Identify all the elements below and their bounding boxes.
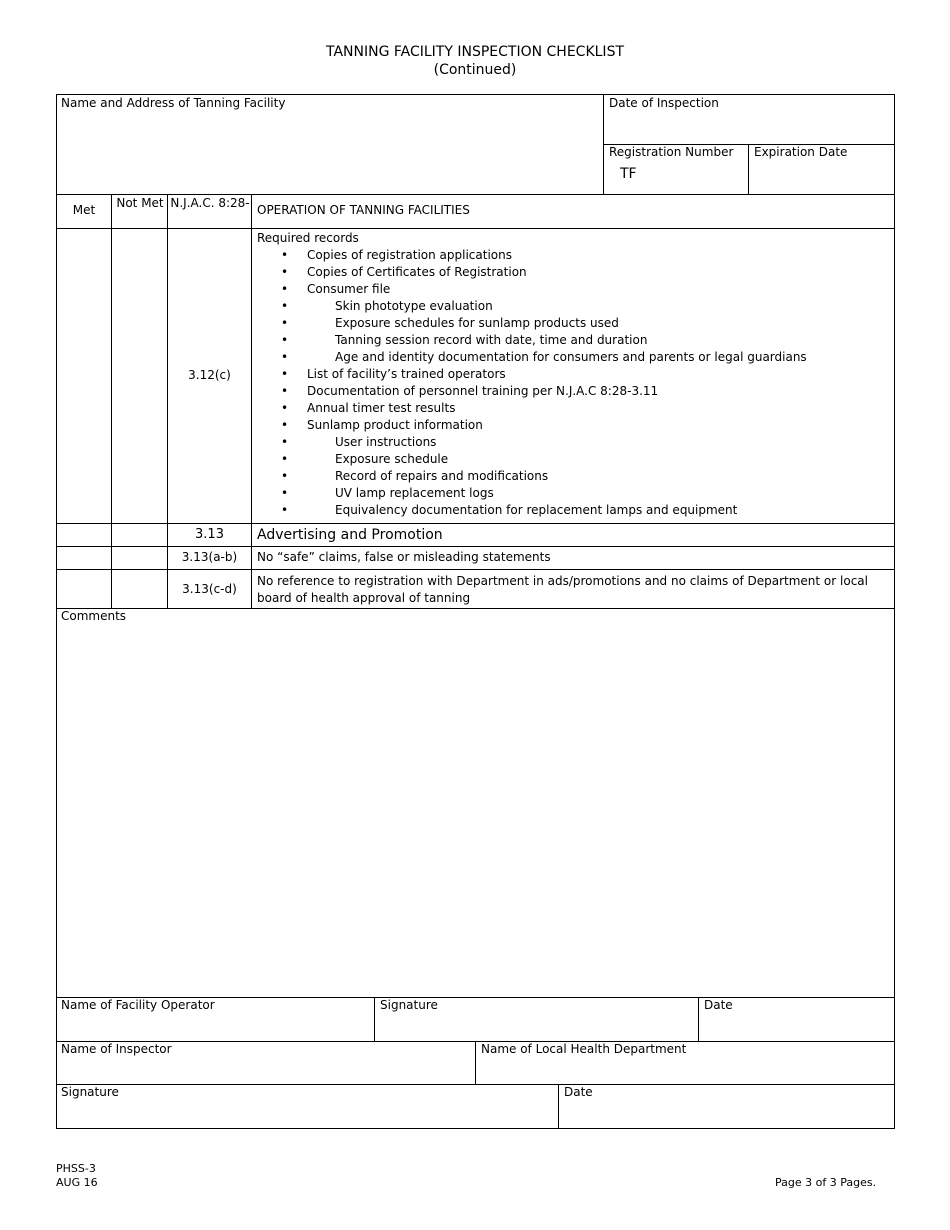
list-item-text: Record of repairs and modifications xyxy=(335,469,549,483)
list-item-text: Copies of Certificates of Registration xyxy=(307,265,527,279)
code-advertising-c-d: 3.13(c-d) xyxy=(182,582,237,596)
list-item-text: Equivalency documentation for replacement lamps and equipment xyxy=(335,503,738,517)
registration-number-label: Registration Number xyxy=(609,145,734,159)
bullet-icon: • xyxy=(281,299,289,313)
list-item xyxy=(257,400,893,417)
list-item-text: Annual timer test results xyxy=(307,401,456,415)
divider xyxy=(374,997,375,1041)
list-item xyxy=(257,264,893,281)
column-header-met: Met xyxy=(72,203,96,217)
list-item-text: Copies of registration applications xyxy=(307,248,512,262)
advertising-item-text: No “safe” claims, false or misleading statements xyxy=(257,550,551,564)
frame-top xyxy=(56,94,895,95)
inspector-date-field[interactable] xyxy=(564,1085,893,1127)
bullet-icon: • xyxy=(281,316,289,330)
inspector-name-label: Name of Inspector xyxy=(61,1042,172,1056)
divider xyxy=(698,997,699,1041)
form-id: PHSS-3 xyxy=(56,1162,96,1175)
divider xyxy=(56,569,895,570)
facility-name-field[interactable] xyxy=(61,96,285,110)
bullet-icon: • xyxy=(281,418,289,432)
divider xyxy=(56,228,895,229)
divider xyxy=(558,1084,559,1129)
list-item xyxy=(257,315,893,332)
expiration-date-field[interactable] xyxy=(754,145,893,193)
frame-left xyxy=(56,94,57,1129)
facility-operator-label: Name of Facility Operator xyxy=(61,998,215,1012)
inspector-signature-field[interactable] xyxy=(61,1085,557,1127)
list-item-text: Tanning session record with date, time and duration xyxy=(335,333,648,347)
list-item-text: Sunlamp product information xyxy=(307,418,483,432)
expiration-date-label: Expiration Date xyxy=(754,145,848,159)
list-item xyxy=(257,383,893,400)
advertising-item-text: No reference to registration with Department in ads/promotions and no claims of Department or local board of health approval of tanning xyxy=(257,574,868,605)
bullet-icon: • xyxy=(281,435,289,449)
divider xyxy=(56,546,895,547)
form-subtitle: (Continued) xyxy=(433,62,517,78)
operator-date-label: Date xyxy=(704,998,733,1012)
divider xyxy=(748,144,749,194)
bullet-icon: • xyxy=(281,248,289,262)
inspection-date-field[interactable] xyxy=(609,96,893,142)
list-item xyxy=(257,247,893,264)
list-item xyxy=(257,298,893,315)
section-heading: OPERATION OF TANNING FACILITIES xyxy=(257,203,470,217)
inspection-date-label: Date of Inspection xyxy=(609,96,719,110)
list-item xyxy=(257,417,893,434)
comments-field[interactable] xyxy=(61,609,893,997)
list-item xyxy=(257,485,893,502)
form-date: AUG 16 xyxy=(56,1176,98,1189)
list-item xyxy=(257,434,893,451)
list-item-text: Documentation of personnel training per N.J.A.C 8:28-3.11 xyxy=(307,384,659,398)
code-advertising: 3.13 xyxy=(195,527,224,542)
list-item-text: Exposure schedule xyxy=(335,452,449,466)
code-advertising-a-b: 3.13(a-b) xyxy=(181,550,238,564)
list-item xyxy=(257,281,893,298)
frame-right xyxy=(894,94,895,1129)
bullet-icon: • xyxy=(281,401,289,415)
bullet-icon: • xyxy=(281,469,289,483)
form-title: TANNING FACILITY INSPECTION CHECKLIST xyxy=(325,44,625,60)
health-department-field[interactable] xyxy=(481,1042,893,1084)
list-item xyxy=(257,349,893,366)
inspector-date-label: Date xyxy=(564,1085,593,1099)
list-item-text: Age and identity documentation for consumers and parents or legal guardians xyxy=(335,350,807,364)
bullet-icon: • xyxy=(281,282,289,296)
column-header-not-met: Not Met xyxy=(116,196,164,210)
list-item xyxy=(257,502,893,519)
bullet-icon: • xyxy=(281,350,289,364)
operator-signature-field[interactable] xyxy=(380,998,697,1040)
registration-number-value: TF xyxy=(620,166,637,182)
facility-operator-name-field[interactable] xyxy=(61,998,373,1040)
bullet-icon: • xyxy=(281,486,289,500)
page-number: Page 3 of 3 Pages. xyxy=(775,1176,877,1189)
list-item-text: Skin phototype evaluation xyxy=(335,299,493,313)
bullet-icon: • xyxy=(281,452,289,466)
facility-name-label: Name and Address of Tanning Facility xyxy=(61,96,286,110)
column-header-njac: N.J.A.C. 8:28- xyxy=(170,196,250,210)
bullet-icon: • xyxy=(281,265,289,279)
code-required-records: 3.12(c) xyxy=(188,368,231,382)
list-item xyxy=(257,332,893,349)
required-records-heading: Required records xyxy=(257,231,359,245)
inspector-name-field[interactable] xyxy=(61,1042,474,1084)
list-item-text: UV lamp replacement logs xyxy=(335,486,494,500)
advertising-heading: Advertising and Promotion xyxy=(257,527,443,543)
list-item xyxy=(257,468,893,485)
list-item-text: User instructions xyxy=(335,435,437,449)
divider xyxy=(56,523,895,524)
divider xyxy=(56,194,895,195)
bullet-icon: • xyxy=(281,367,289,381)
frame-bottom xyxy=(56,1128,895,1129)
inspector-signature-label: Signature xyxy=(61,1085,119,1099)
operator-date-field[interactable] xyxy=(704,998,893,1040)
list-item xyxy=(257,366,893,383)
bullet-icon: • xyxy=(281,384,289,398)
bullet-icon: • xyxy=(281,503,289,517)
list-item xyxy=(257,451,893,468)
divider xyxy=(475,1041,476,1085)
comments-label: Comments xyxy=(61,609,127,623)
list-item-text: Exposure schedules for sunlamp products used xyxy=(335,316,619,330)
health-department-label: Name of Local Health Department xyxy=(481,1042,687,1056)
required-records-list xyxy=(257,247,893,519)
list-item-text: List of facility’s trained operators xyxy=(307,367,506,381)
list-item-text: Consumer file xyxy=(307,282,391,296)
bullet-icon: • xyxy=(281,333,289,347)
operator-signature-label: Signature xyxy=(380,998,438,1012)
